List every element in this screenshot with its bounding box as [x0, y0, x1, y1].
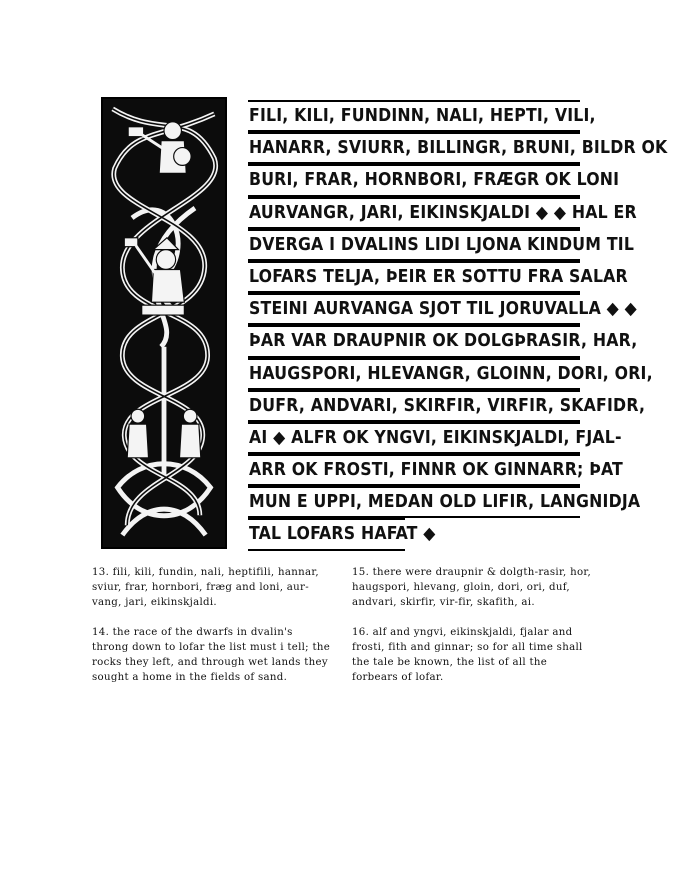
- rune-line: HANARR, SVIURR, BILLINGR, BRUNI, BILDR OK: [248, 132, 580, 164]
- rune-line: TAL LOFARS HAFAT ◆: [248, 518, 405, 550]
- runic-text-block: [248, 100, 668, 551]
- rune-line: ARR OK FROSTI, FINNR OK GINNARR; ÞAT: [248, 454, 580, 486]
- dwarf-knotwork-art: [103, 99, 225, 547]
- rune-line: ÞAR VAR DRAUPNIR OK DOLGÞRASIR, HAR,: [248, 325, 580, 357]
- knotwork-illustration: [101, 97, 227, 549]
- rune-line: AURVANGR, JARI, EIKINSKJALDI ◆ ◆ HAL ER: [248, 197, 580, 229]
- rune-line: LOFARS TELJA, ÞEIR ER SOTTU FRA SALAR: [248, 261, 580, 293]
- stanza-16: 16. alf and yngvi, eikinskjaldi, fjalar and frosti, fith and ginnar; so for all time shall the tale be known, the list of all the forbears of lofar.: [352, 626, 583, 684]
- rune-line: STEINI AURVANGA SJOT TIL JORUVALLA ◆ ◆: [248, 293, 580, 325]
- stanza-13: 13. fili, kili, fundin, nali, heptifili, hannar, sviur, frar, hornbori, fræg and loni, aur-vang, jari, eikinskjaldi.: [92, 567, 319, 609]
- stanza-14: 14. the race of the dwarfs in dvalin's throng down to lofar the list must i tell; the rocks they left, and through wet lands they sought a home in the fields of sand.: [92, 626, 331, 684]
- rune-line: MUN E UPPI, MEDAN OLD LIFIR, LANGNIDJA: [248, 486, 580, 518]
- translation-column-right: [352, 565, 592, 699]
- rune-line: FILI, KILI, FUNDINN, NALI, HEPTI, VILI,: [248, 100, 580, 132]
- rune-line: DUFR, ANDVARI, SKIRFIR, VIRFIR, SKAFIDR,: [248, 390, 580, 422]
- stanza-15: 15. there were draupnir & dolgth-rasir, hor, haugspori, hlevang, gloin, dori, ori, duf, andvari, skirfir, vir-fir, skafith, ai.: [352, 567, 591, 609]
- rune-line: BURI, FRAR, HORNBORI, FRÆGR OK LONI: [248, 164, 580, 196]
- rune-line: AI ◆ ALFR OK YNGVI, EIKINSKJALDI, FJAL-: [248, 422, 580, 454]
- rune-line: HAUGSPORI, HLEVANGR, GLOINN, DORI, ORI,: [248, 358, 580, 390]
- rune-line: DVERGA I DVALINS LIDI LJONA KINDUM TIL: [248, 229, 580, 261]
- translation-column-left: [92, 565, 332, 699]
